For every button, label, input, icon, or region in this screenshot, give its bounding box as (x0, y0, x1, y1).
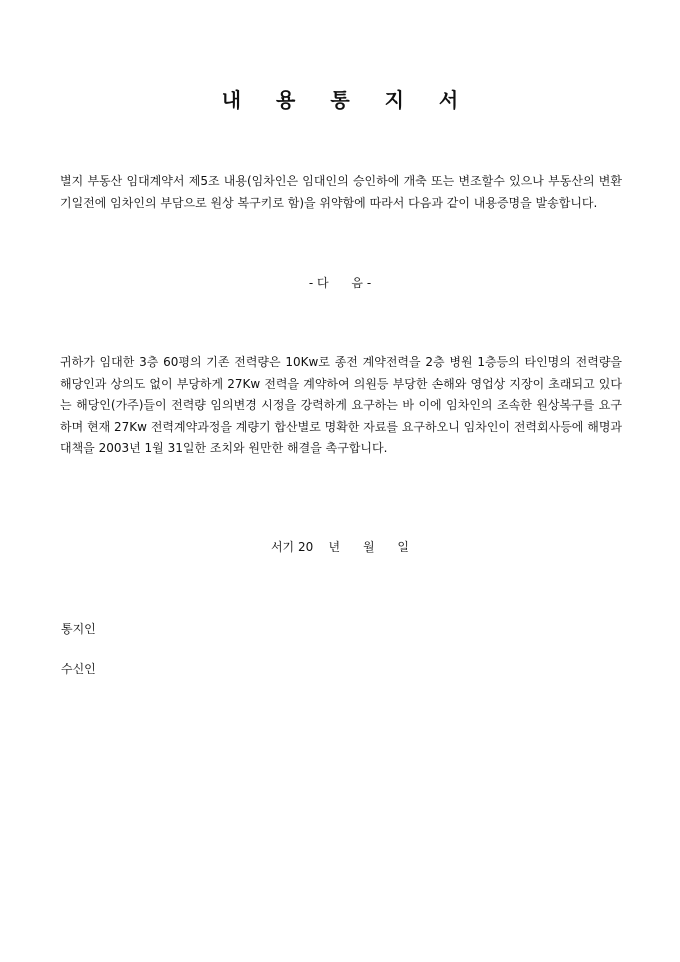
receiver-label: 수신인 (61, 662, 96, 676)
section-heading: - 다 음 - (308, 276, 372, 290)
body-paragraph: 귀하가 임대한 3층 60평의 기존 전력량은 10Kw로 종전 계약전력을 2층 병원 1층등의 타인명의 전력량을 해당인과 상의도 없이 부당하게 27Kw 전력을 계약하여 의원등 부당한 손해와 영업상 지장이 초래되고 있다는 해당인(가주)들이 전력량 임의변경 시정을 강력하게 요구하는 바 이에 임차인의 조속한 원상복구를 요구하며 현재 27Kw 전력계약과정을 계량기 합산별로 명확한 자료를 요구하오니 임차인이 전력회사등에 해명과 대책을 2003년 1월 31일한 조치와 원만한 해결을 촉구합니다. (60, 355, 622, 455)
date-line: 서기 20 년 월 일 (270, 540, 410, 554)
intro-paragraph: 별지 부동산 임대계약서 제5조 내용(임차인은 임대인의 승인하에 개축 또는 변조할수 있으나 부동산의 변환기일전에 임차인의 부담으로 원상 복구키로 함)을 위약함에 따라서 다음과 같이 내용증명을 발송합니다. (60, 174, 622, 210)
sender-label: 통지인 (61, 622, 96, 636)
document-title: 내 용 통 지 서 (221, 88, 473, 112)
